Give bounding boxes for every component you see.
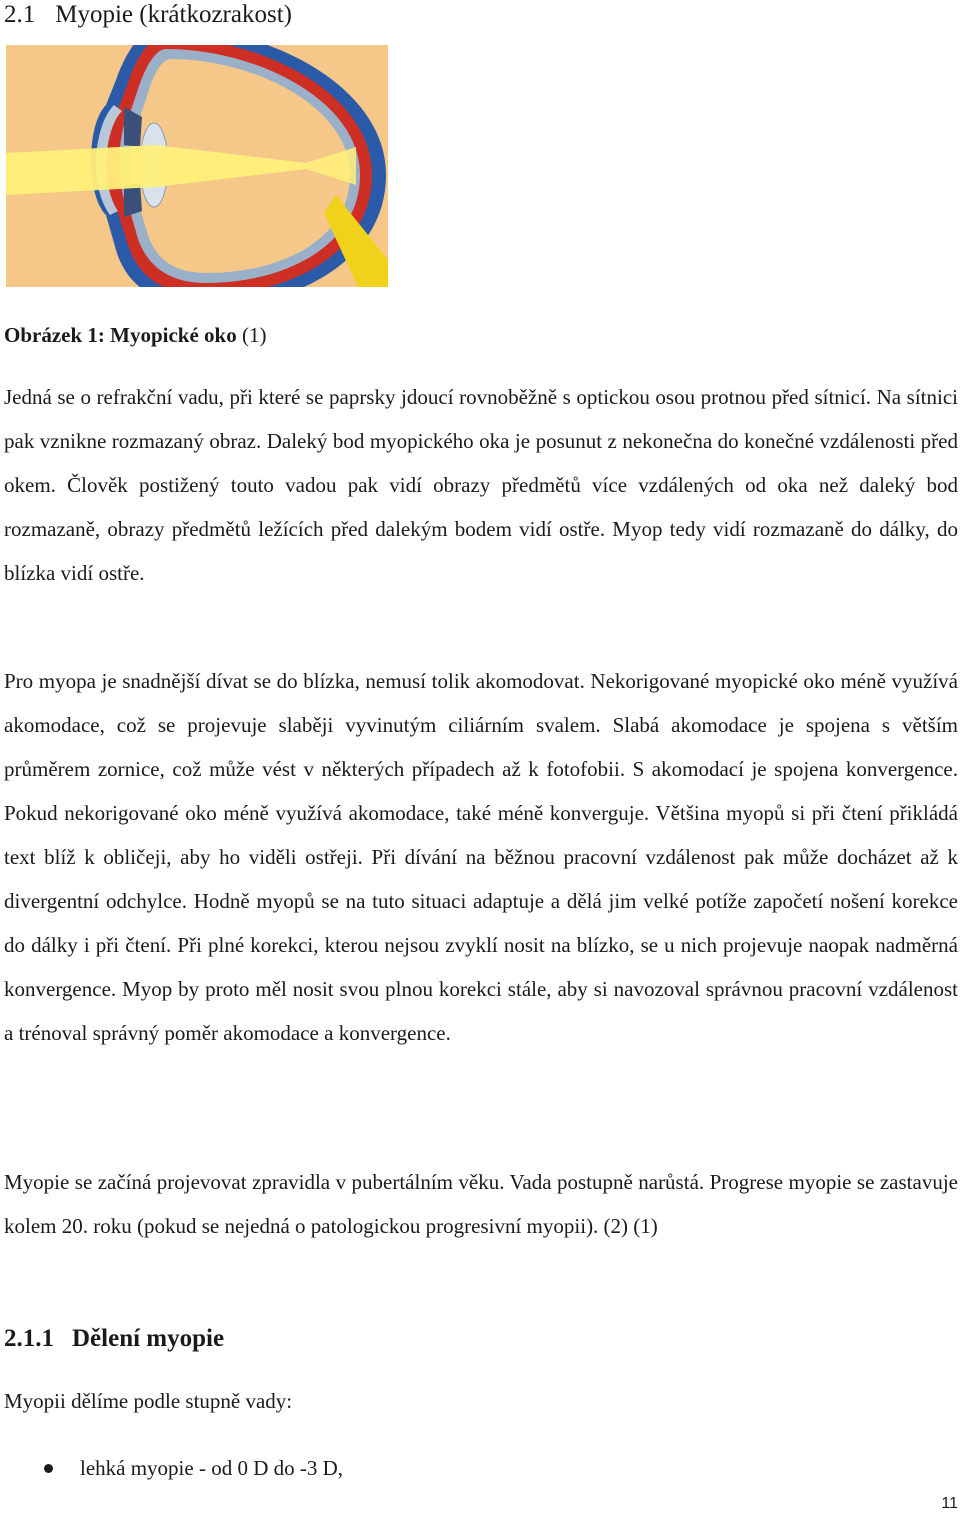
myopia-degree-list: [4, 1452, 343, 1484]
light-beam-incoming: [6, 145, 156, 195]
page-number: 11: [941, 1495, 958, 1512]
list-item: [4, 1452, 343, 1484]
myopic-eye-figure: [6, 45, 388, 287]
subsection-number: 2.1.1: [4, 1325, 54, 1352]
figure-caption-ref: (1): [236, 323, 267, 347]
classification-intro: Myopii dělíme podle stupně vady:: [4, 1389, 293, 1413]
myopic-eye-illustration: [6, 45, 388, 287]
paragraph-accommodation: Pro myopa je snadnější dívat se do blízka, nemusí tolik akomodovat. Nekorigované myopické oko méně využívá akomodace, což se projevuje slaběji vyvinutým ciliárním svalem. Slabá akomodace je spojena s větším průměrem zornice, což může vést v některých případech až k fotofobii. S akomodací je spojena konvergence. Pokud nekorigované oko méně využívá akomodace, také méně konverguje. Většina myopů si při čtení přikládá text blíž k obličeji, aby ho viděli ostřeji. Při dívání na běžnou pracovní vzdálenost pak může docházet až k divergentní odchylce. Hodně myopů se na tuto situaci adaptuje a dělá jim velké potíže započetí nošení korekce do dálky i při čtení. Při plné korekci, kterou nejsou zvyklí nosit na blízko, se u nich projevuje naopak nadměrná konvergence. Myop by proto měl nosit svou plnou korekci stále, aby si navozoval správnou pracovní vzdálenost a trénoval správný poměr akomodace a konvergence.: [4, 669, 958, 1045]
section-heading: [4, 0, 292, 30]
subsection-heading: [4, 1322, 224, 1356]
subsection-title: Dělení myopie: [72, 1325, 225, 1352]
bullet-icon: [44, 1464, 53, 1473]
list-item-text: lehká myopie - od 0 D do -3 D,: [80, 1456, 344, 1480]
figure-caption-label: Obrázek 1: Myopické oko: [4, 323, 237, 347]
section-title: Myopie (krátkozrakost): [55, 1, 292, 28]
paragraph-progression: Myopie se začíná projevovat zpravidla v pubertálním věku. Vada postupně narůstá. Progrese myopie se zastavuje kolem 20. roku (pokud se nejedná o patologickou progresivní myopii). (2) (1): [4, 1170, 958, 1238]
figure-caption: [4, 321, 266, 349]
paragraph-definition: Jedná se o refrakční vadu, při které se paprsky jdoucí rovnoběžně s optickou osou protnou před sítnicí. Na sítnici pak vznikne rozmazaný obraz. Daleký bod myopického oka je posunut z nekonečna do konečné vzdálenosti před okem. Člověk postižený touto vadou pak vidí obrazy předmětů více vzdálených od oka než daleký bod rozmazaně, obrazy předmětů ležících před dalekým bodem vidí ostře. Myop tedy vidí rozmazaně do dálky, do blízka vidí ostře.: [4, 385, 958, 585]
section-number: 2.1: [4, 1, 36, 28]
